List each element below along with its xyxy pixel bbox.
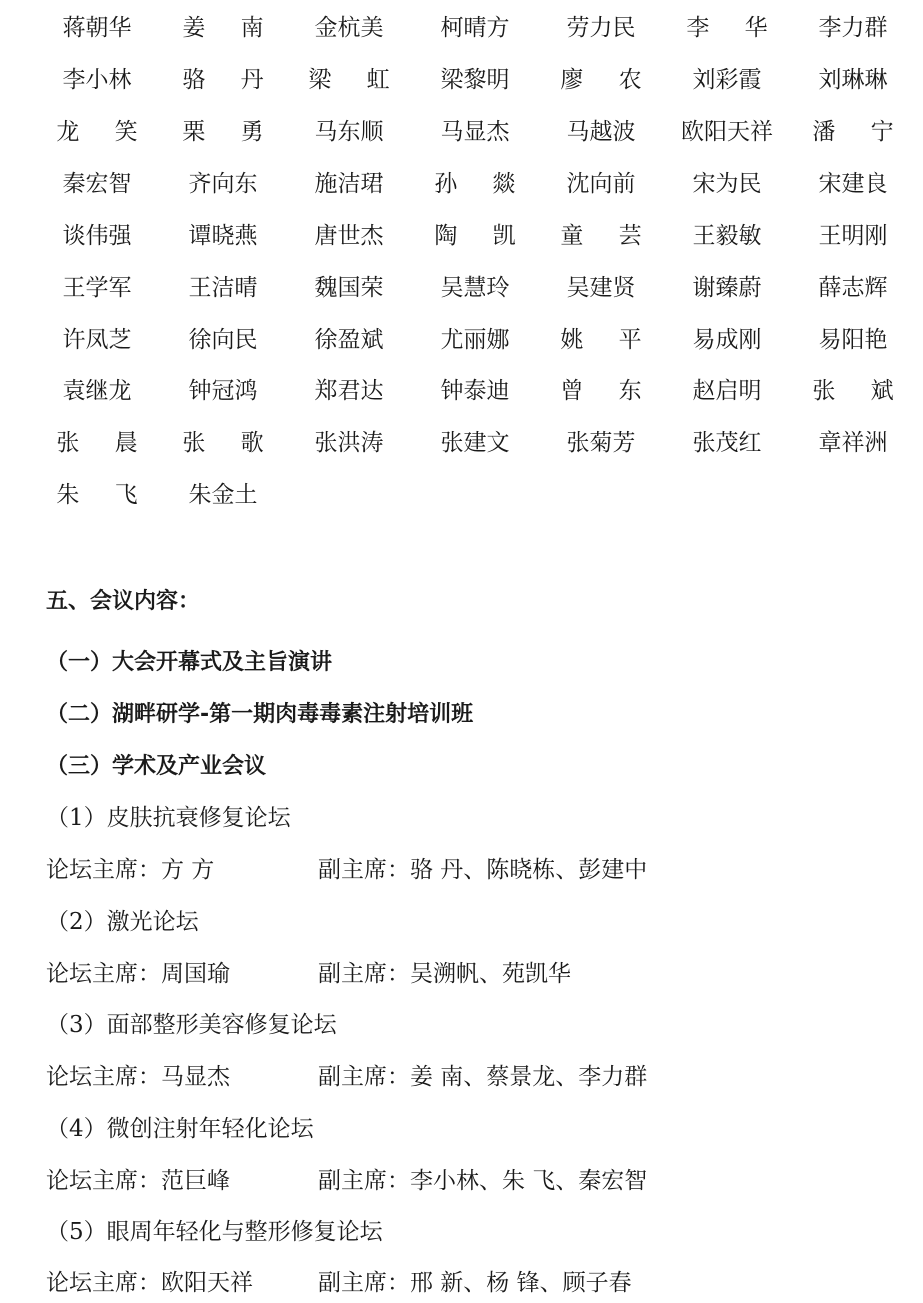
attendee-name: 章祥洲 [818, 430, 888, 456]
forum-vice-chairs: 副主席：邢 新、杨 锋、顾子春 [318, 1270, 632, 1296]
forum-title: （3）面部整形美容修复论坛 [46, 1012, 337, 1038]
attendee-name: 秦宏智 [62, 171, 132, 197]
attendee-name: 谭晓燕 [188, 223, 258, 249]
attendee-name: 谢臻蔚 [692, 275, 762, 301]
name-row [0, 320, 923, 360]
attendee-name: 童 芸 [560, 223, 656, 249]
attendee-name: 刘彩霞 [692, 67, 762, 93]
attendee-name: 曾 东 [560, 378, 656, 404]
attendee-name: 骆 丹 [182, 67, 278, 93]
attendee-name: 马东顺 [314, 119, 384, 145]
attendee-name: 马越波 [566, 119, 636, 145]
attendee-name: 张 斌 [812, 378, 908, 404]
forum-chair: 论坛主席：马显杰 [46, 1064, 230, 1090]
attendee-name: 欧阳天祥 [681, 119, 773, 145]
attendee-name: 徐向民 [188, 327, 258, 353]
attendee-name: 徐盈斌 [314, 327, 384, 353]
name-row [0, 112, 923, 152]
attendee-name: 姜 南 [182, 15, 278, 41]
attendee-name: 宋为民 [692, 171, 762, 197]
forum-chair: 论坛主席：周国瑜 [46, 961, 230, 987]
forum-chair: 论坛主席：范巨峰 [46, 1168, 230, 1194]
attendee-name: 钟泰迪 [440, 378, 510, 404]
subsection-academic: （三）学术及产业会议 [46, 754, 267, 779]
attendee-name: 唐世杰 [314, 223, 384, 249]
section-heading: 五、会议内容： [46, 589, 201, 614]
attendee-name: 张 歌 [182, 430, 278, 456]
attendee-name: 栗 勇 [182, 119, 278, 145]
attendee-name: 易成刚 [692, 327, 762, 353]
forum-chair: 论坛主席：欧阳天祥 [46, 1270, 253, 1296]
forum-vice-chairs: 副主席：骆 丹、陈晓栋、彭建中 [318, 857, 648, 883]
attendee-name: 尤丽娜 [440, 327, 510, 353]
attendee-name: 赵启明 [692, 378, 762, 404]
attendee-name: 金杭美 [314, 15, 384, 41]
attendee-name: 沈向前 [566, 171, 636, 197]
attendee-name: 梁黎明 [440, 67, 510, 93]
subsection-opening: （一）大会开幕式及主旨演讲 [46, 650, 333, 675]
attendee-name: 陶 凯 [434, 223, 530, 249]
attendee-name: 王毅敏 [692, 223, 762, 249]
attendee-name: 李力群 [818, 15, 888, 41]
attendee-name: 孙 燚 [434, 171, 530, 197]
attendee-name: 王明刚 [818, 223, 888, 249]
attendee-name: 袁继龙 [62, 378, 132, 404]
forum-vice-chairs: 副主席：姜 南、蔡景龙、李力群 [318, 1064, 648, 1090]
attendee-name: 姚 平 [560, 327, 656, 353]
attendee-name: 许凤芝 [62, 327, 132, 353]
attendee-name: 易阳艳 [818, 327, 888, 353]
attendee-name: 李 华 [686, 15, 782, 41]
forum-title: （5）眼周年轻化与整形修复论坛 [46, 1219, 383, 1245]
attendee-name: 王学军 [62, 275, 132, 301]
forum-vice-chairs: 副主席：李小林、朱 飞、秦宏智 [318, 1168, 648, 1194]
attendee-name: 郑君达 [314, 378, 384, 404]
attendee-name: 魏国荣 [314, 275, 384, 301]
name-row [0, 216, 923, 256]
name-row [0, 60, 923, 100]
attendee-name: 吴建贤 [566, 275, 636, 301]
attendee-name: 谈伟强 [62, 223, 132, 249]
attendee-name: 张洪涛 [314, 430, 384, 456]
attendee-name: 齐向东 [188, 171, 258, 197]
attendee-name: 廖 农 [560, 67, 656, 93]
attendee-name: 梁 虹 [308, 67, 404, 93]
attendee-name: 钟冠鸿 [188, 378, 258, 404]
attendee-name: 张 晨 [56, 430, 152, 456]
attendee-name: 龙 笑 [56, 119, 152, 145]
attendee-name: 张菊芳 [566, 430, 636, 456]
name-row [0, 164, 923, 204]
attendee-name: 潘 宁 [812, 119, 908, 145]
attendee-name: 薛志辉 [818, 275, 888, 301]
attendee-name: 朱金土 [188, 482, 258, 508]
attendee-name: 柯晴方 [440, 15, 510, 41]
name-row [0, 475, 923, 515]
attendee-name: 蒋朝华 [62, 15, 132, 41]
attendee-name: 李小林 [62, 67, 132, 93]
name-row [0, 371, 923, 411]
attendee-name: 宋建良 [818, 171, 888, 197]
attendee-name: 施洁珺 [314, 171, 384, 197]
name-row [0, 268, 923, 308]
attendee-name: 张建文 [440, 430, 510, 456]
attendee-name: 王洁晴 [188, 275, 258, 301]
attendee-name: 吴慧玲 [440, 275, 510, 301]
attendee-name: 劳力民 [566, 15, 636, 41]
forum-title: （4）微创注射年轻化论坛 [46, 1116, 314, 1142]
name-row [0, 8, 923, 48]
forum-vice-chairs: 副主席：吴溯帆、苑凯华 [318, 961, 571, 987]
attendee-name: 张茂红 [692, 430, 762, 456]
attendee-name: 马显杰 [440, 119, 510, 145]
attendee-name: 刘琳琳 [818, 67, 888, 93]
forum-title: （1）皮肤抗衰修复论坛 [46, 805, 291, 831]
forum-title: （2）激光论坛 [46, 909, 199, 935]
attendee-name: 朱 飞 [56, 482, 152, 508]
forum-chair: 论坛主席：方 方 [46, 857, 215, 883]
subsection-botox-training: （二）湖畔研学-第一期肉毒毒素注射培训班 [46, 702, 474, 727]
name-row [0, 423, 923, 463]
